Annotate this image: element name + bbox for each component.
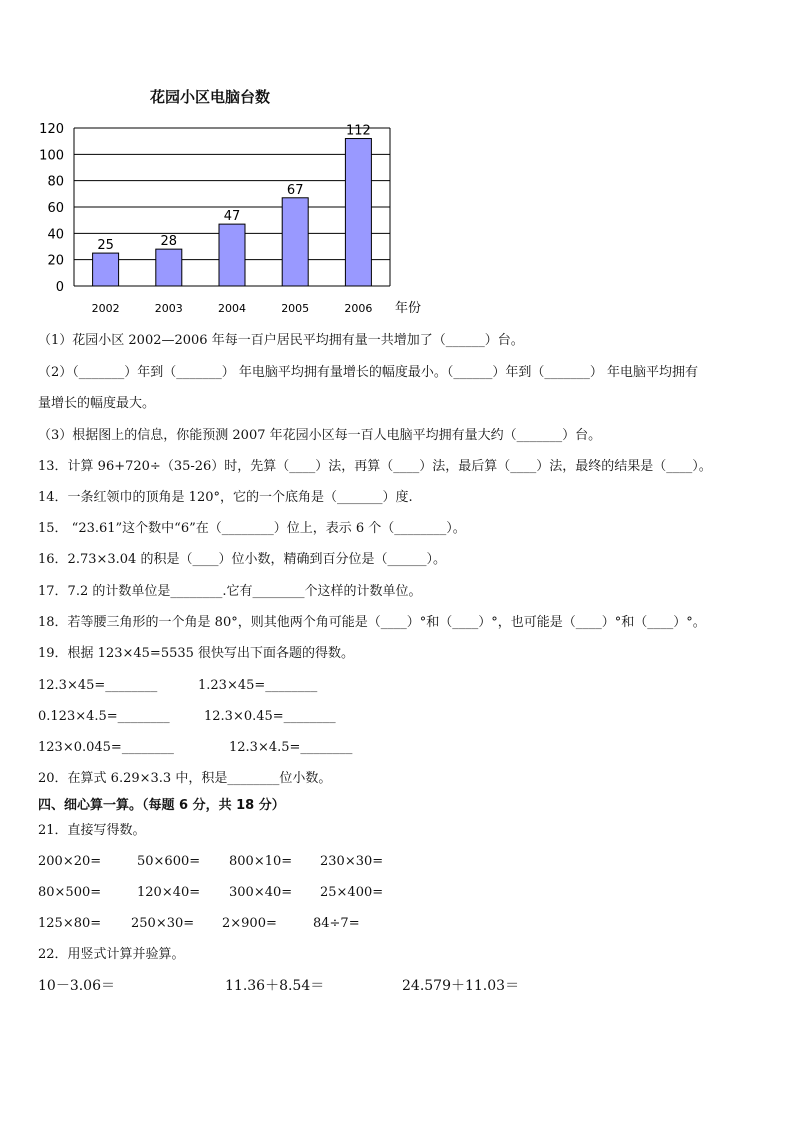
q21-item: 50×600=	[137, 854, 201, 869]
y-tick-label: 60	[47, 201, 64, 216]
question-14: 14．一条红领巾的顶角是 120°，它的一个底角是（_______）度.	[38, 490, 413, 505]
y-tick-label: 40	[47, 227, 64, 243]
x-tick-label: 2006	[344, 302, 373, 315]
bar-value-label: 67	[286, 182, 304, 198]
question-13: 13．计算 96+720÷（35-26）时，先算（____）法，再算（____）法，最后算（____）法，最终的结果是（____）。	[38, 459, 712, 474]
q21-item: 200×20=	[38, 854, 102, 869]
q21-item: 125×80=	[38, 916, 102, 931]
bar-value-label: 28	[160, 234, 178, 250]
q22-item: 24.579＋11.03＝	[402, 978, 520, 994]
chart-y-ticks	[39, 122, 64, 295]
q21-item: 2×900=	[222, 916, 277, 931]
question-16: 16．2.73×3.04 的积是（____）位小数，精确到百分位是（______）。	[38, 552, 446, 567]
question-20: 20．在算式 6.29×3.3 中，积是________位小数。	[38, 771, 332, 786]
question-2-line-1: （2）（_______）年到（_______） 年电脑平均拥有量增长的幅度最小。（______）年到（_______） 年电脑平均拥有	[38, 365, 699, 380]
bar-value-label: 47	[223, 209, 241, 225]
q19-item: 12.3×4.5=________	[229, 740, 353, 755]
x-tick-label: 2005	[281, 302, 310, 315]
bar-value-label: 25	[97, 238, 114, 254]
question-22: 22．用竖式计算并验算。	[38, 947, 185, 962]
section-4-heading: 四、细心算一算。（每题 6 分，共 18 分）	[38, 798, 285, 813]
bar	[345, 139, 371, 286]
q21-item: 230×30=	[320, 854, 384, 869]
bar	[219, 224, 245, 286]
question-19: 19．根据 123×45=5535 很快写出下面各题的得数。	[38, 646, 355, 661]
q21-item: 120×40=	[137, 885, 201, 900]
q21-item: 80×500=	[38, 885, 102, 900]
q19-item: 12.3×45=________	[38, 678, 158, 693]
bar-chart	[30, 110, 450, 325]
q21-item: 84÷7=	[313, 916, 360, 931]
q19-item: 123×0.045=________	[38, 740, 174, 755]
question-1: （1）花园小区 2002—2006 年每一百户居民平均拥有量一共增加了（______）台。	[38, 333, 524, 348]
question-18: 18．若等腰三角形的一个角是 80°，则其他两个角可能是（____）°和（____）°，也可能是（____）°和（____）°。	[38, 615, 706, 630]
q19-item: 12.3×0.45=________	[204, 709, 336, 724]
q21-item: 300×40=	[229, 885, 293, 900]
q21-item: 250×30=	[131, 916, 195, 931]
bar	[93, 253, 119, 286]
question-2-line-2: 量增长的幅度最大。	[38, 396, 156, 411]
x-tick-label: 2002	[91, 302, 120, 315]
y-tick-label: 80	[47, 174, 64, 190]
x-tick-label: 2003	[154, 302, 183, 315]
chart-title: 花园小区电脑台数	[150, 88, 271, 106]
x-tick-label: 2004	[218, 302, 246, 315]
q21-item: 25×400=	[320, 885, 384, 900]
chart-x-ticks	[92, 302, 373, 315]
y-tick-label: 0	[55, 280, 64, 295]
q19-item: 1.23×45=________	[198, 678, 318, 693]
y-tick-label: 20	[47, 253, 64, 269]
question-17: 17．7.2 的计数单位是________.它有________个这样的计数单位。	[38, 584, 422, 599]
bar-value-label: 112	[345, 123, 371, 139]
chart-x-axis-label: 年份	[395, 301, 422, 316]
question-21: 21．直接写得数。	[38, 823, 146, 838]
q22-item: 11.36＋8.54＝	[225, 978, 325, 994]
q19-item: 0.123×4.5=________	[38, 709, 170, 724]
y-tick-label: 120	[39, 122, 64, 137]
question-3: （3）根据图上的信息，你能预测 2007 年花园小区每一百人电脑平均拥有量大约（_______）台。	[38, 428, 602, 443]
y-tick-label: 100	[39, 148, 64, 164]
bar	[282, 198, 308, 286]
question-15: 15． “23.61”这个数中“6”在（________）位上，表示 6 个（________）。	[38, 521, 466, 536]
q22-item: 10－3.06＝	[38, 978, 115, 994]
bar	[156, 249, 182, 286]
q21-item: 800×10=	[229, 854, 293, 869]
